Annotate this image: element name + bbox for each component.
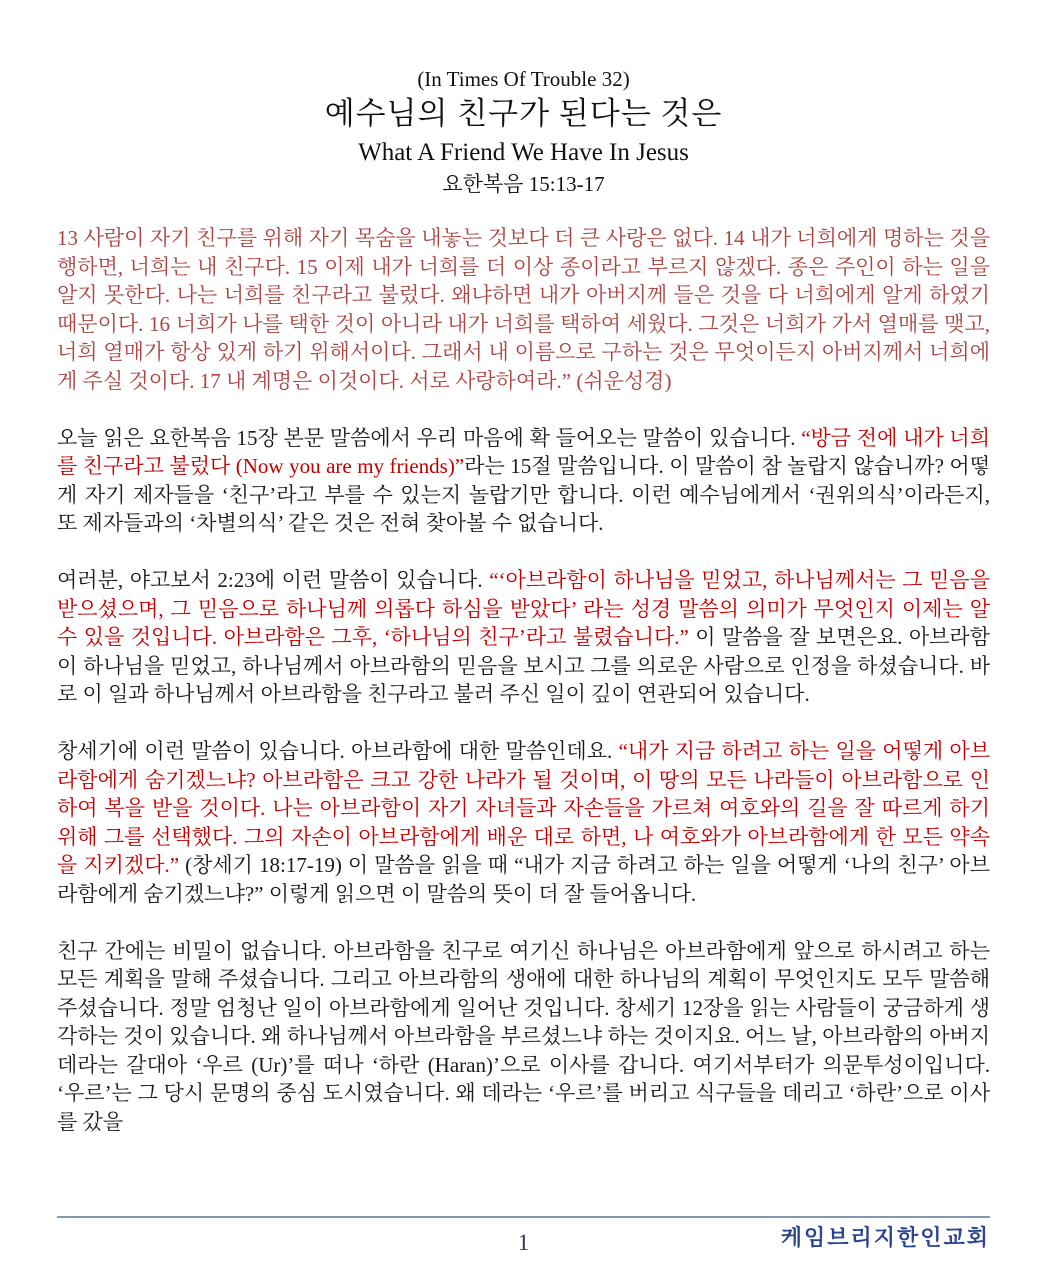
text-segment-normal: 이 말씀을 잘 보면은요. 아브라함이 하나님을 믿었고, 하나님께서 아브라함의 믿음을 보시고 그를 의로운 사람으로 인정을 하셨습니다. 바로 이 일과 하나님께서 아브라함을 친구라고 불러 주신 일이 깊이 연관되어 있습니다. [57,625,990,707]
text-segment-scripture: 13 사람이 자기 친구를 위해 자기 목숨을 내놓는 것보다 더 큰 사랑은 없다. 14 내가 너희에게 명하는 것을 행하면, 너희는 내 친구다. 15 이제 내가 너희를 더 이상 종이라고 부르지 않겠다. 종은 주인이 하는 일을 알지 못한다. 나는 너희를 친구라고 불렀다. 왜냐하면 내가 아버지께 들은 것을 다 너희에게 알게 하였기 때문이다. 16 너희가 나를 택한 것이 아니라 내가 너희를 택하여 세웠다. 그것은 너희가 가서 열매를 맺고, 너희 열매가 항상 있게 하기 위해서이다. 그래서 내 이름으로 구하는 것은 무엇이든지 아버지께서 너희에게 주실 것이다. 17 내 계명은 이것이다. 서로 사랑하여라.” (쉬운성경) [57,226,990,393]
main-title-english: What A Friend We Have In Jesus [358,139,689,167]
page-number: 1 [517,1230,530,1255]
text-segment-normal: (창세기 18:17-19) 이 말씀을 읽을 때 “내가 지금 하려고 하는 일을 어떻게 ‘나의 친구’ 아브라함에게 숨기겠느냐?” 이렇게 읽으면 이 말씀의 뜻이 더 잘 들어옵니다. [57,853,990,906]
paragraph [57,737,990,909]
text-segment-normal: 라는 15절 말씀입니다. 이 말씀이 참 놀랍지 않습니까? 어떻게 자기 제자들을 ‘친구’라고 부를 수 있는지 놀랍기만 합니다. 이런 예수님에게서 ‘권위의식’이라든지, 또 제자들과의 ‘차별의식’ 같은 것은 전혀 찾아볼 수 없습니다. [57,454,990,536]
paragraph [57,224,990,396]
text-segment-quote: “‘아브라함이 하나님을 믿었고, 하나님께서는 그 믿음을 받으셨으며, 그 믿음으로 하나님께 의롭다 하심을 받았다’ 라는 성경 말씀의 의미가 무엇인지 이제는 알 수 있을 것입니다. 아브라함은 그후, ‘하나님의 친구’라고 불렸습니다.” [57,567,990,650]
text-segment-normal: 오늘 읽은 요한복음 15장 본문 말씀에서 우리 마음에 확 들어오는 말씀이 있습니다. [57,425,802,450]
church-name: 케임브리지한인교회 [780,1225,990,1250]
text-segment-normal: 친구 간에는 비밀이 없습니다. 아브라함을 친구로 여기신 하나님은 아브라함에게 앞으로 하시려고 하는 모든 계획을 말해 주셨습니다. 그리고 아브라함의 생애에 대한 하나님의 계획이 무엇인지도 모두 말씀해 주셨습니다. 정말 엄청난 일이 아브라함에게 일어난 것입니다. 창세기 12장을 읽는 사람들이 궁금하게 생각하는 것이 있습니다. 왜 하나님께서 아브라함을 부르셨느냐 하는 것이지요. 어느 날, 아브라함의 아버지 데라는 갈대아 ‘우르 (Ur)’를 떠나 ‘하란 (Haran)’으로 이사를 갑니다. 여기서부터가 의문투성이입니다. ‘우르’는 그 당시 문명의 중심 도시였습니다. 왜 데라는 ‘우르’를 버리고 식구들을 데리고 ‘하란’으로 이사를 갔을 [57,938,990,1135]
paragraph [57,424,990,538]
page-footer [57,1216,990,1256]
document-header [0,0,1047,198]
text-segment-normal: 여러분, 야고보서 2:23에 이런 말씀이 있습니다. [57,567,490,592]
document-body [57,224,990,1137]
text-segment-quote: “방금 전에 내가 너희를 친구라고 불렀다 (Now you are my friends)” [57,425,990,479]
text-segment-quote: “내가 지금 하려고 하는 일을 어떻게 아브라함에게 숨기겠느냐? 아브라함은 크고 강한 나라가 될 것이며, 이 땅의 모든 나라들이 아브라함으로 인하여 복을 받을 것이다. 나는 아브라함이 자기 자녀들과 자손들을 가르쳐 여호와의 길을 잘 따르게 하기 위해 그를 선택했다. 그의 자손이 아브라함에게 배운 대로 하면, 나 여호와가 아브라함에게 한 모든 약속을 지키겠다.” [57,738,990,878]
text-segment-normal: 창세기에 이런 말씀이 있습니다. 아브라함에 대한 말씀인데요. [57,738,619,763]
scripture-reference: 요한복음 15:13-17 [442,171,605,196]
main-title-korean: 예수님의 친구가 된다는 것은 [324,96,723,132]
paragraph [57,937,990,1137]
series-title: (In Times Of Trouble 32) [417,67,630,91]
paragraph [57,566,990,709]
